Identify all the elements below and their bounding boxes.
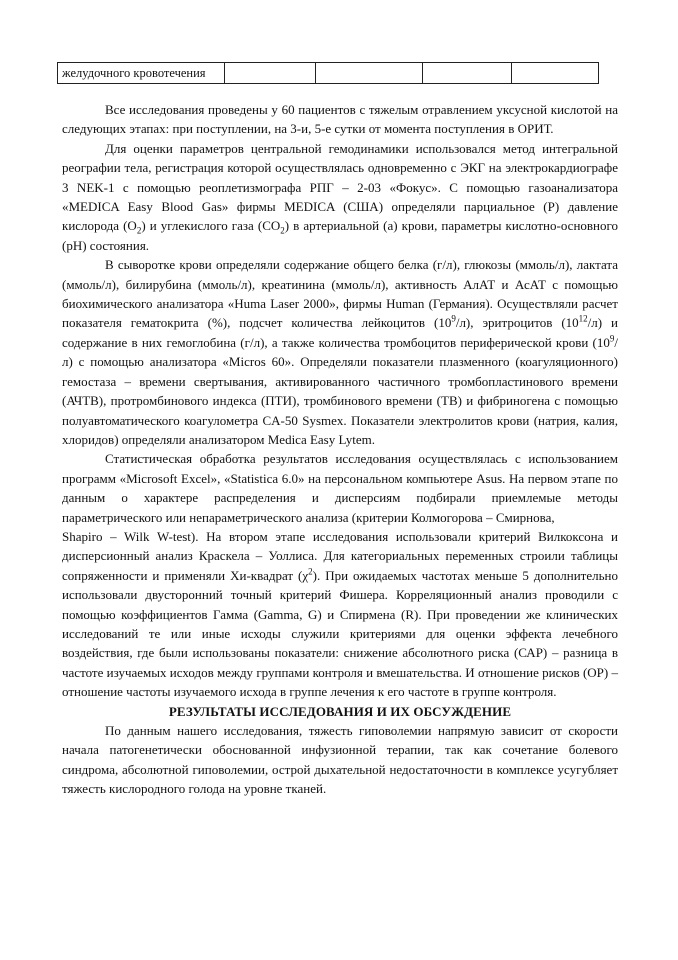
section-heading: РЕЗУЛЬТАТЫ ИССЛЕДОВАНИЯ И ИХ ОБСУЖДЕНИЕ xyxy=(168,703,512,719)
paragraph-results: По данным нашего исследования, тяжесть гиповолемии напрямую зависит от скорости начала патогенетически обоснованной инфузионной терапии, так как сочетание болевого синдрома, абсолютной гиповолемии, острой дыхательной недостаточности в комплексе усугубляет тяжесть кислородного голода на уровне тканей. xyxy=(62,723,618,797)
paragraph-serum: В сыворотке крови определяли содержание общего белка (г/л), глюкозы (ммоль/л), лактата (ммоль/л), билирубина (ммоль/л), креатинина (ммоль/л), активность АлАТ и АсАТ с помощью биохимического анализатора «Huma Laser 2000», фирмы Human (Германия). Осуществляли расчет показателя гематокрита (%), подсчет количества лейкоцитов $(10^9/л)$, эритроцитов $(10^{12}/л)$ и содержание в них гемоглобина (г/л), а также количества тромбоцитов периферической крови $(10^9/л)$ с помощью анализатора «Micros 60». Определяли показатели плазменного (коагуляционного) гемостаза – времени свертывания, активированного частичного тромбопластинового времени (АЧТВ), протромбинового индекса (ПТИ), тромбинового времени (ТВ) и фибриногена с помощью полуавтоматического коагулометра CA-50 Sysmex. Показатели электролитов крови (натрия, калия, хлоридов) определяли анализатором Medica Easy Lytem. xyxy=(62,257,618,447)
paragraph-hemodynamics: Для оценки параметров центральной гемодинамики использовался метод интегральной реографии тела, регистрация которой осуществлялась одновременно с ЭКГ на электрокардиографе 3 NEK-1 с помощью реоплетизмографа РПГ – 2-03 «Фокус». С помощью газоанализатора «MEDICA Easy Blood Gas» фирмы MEDICA (США) определяли парциальное (Р) давление кислорода $(О_2)$ и углекислого газа $(СО_2)$ в артериальной (а) крови, параметры кислотно-основного (рН) состояния. xyxy=(62,140,619,253)
table-cell xyxy=(225,63,316,84)
table-cell xyxy=(423,63,512,84)
body-text xyxy=(62,100,618,799)
table-fragment xyxy=(57,62,599,84)
paragraph-statistics: Статистическая обработка результатов исследования осуществлялась с использованием программ «Microsoft Excel», «Statistica 6.0» на персональном компьютере Asus. На первом этапе по данным о характере распределения и дисперсиям подбирали приемлемые методы параметрического или непараметрического анализа (критерии Колмогорова – Смирнова, xyxy=(62,451,618,525)
paragraph-statistics-cont: Shapiro – Wilk W-test). На втором этапе исследования использовали критерий Вилкоксона и дисперсионный анализ Краскела – Уоллиса. Для категориальных переменных строили таблицы сопряженности и применяли Хи-квадрат $(\chi^2)$. При ожидаемых частотах меньше 5 дополнительно использовали двусторонний точный критерий Фишера. Корреляционный анализ проводили с помощью коэффициентов Гамма (Gamma, G) и Спирмена (R). При проведении же клинических исследований те или иные исходы служили критериями для оценки эффекта лечебного воздействия, где были использованы показатели: снижение абсолютного риска (САР) – разница в частоте изучаемых исходов между группами контроля и вмешательства. И отношение рисков (ОР) – отношение частоты изучаемого исхода в группе лечения к его частоте в группе контроля. xyxy=(62,528,618,700)
paragraph-patients: Все исследования проведены у 60 пациентов с тяжелым отравлением уксусной кислотой на следующих этапах: при поступлении, на 3-и, 5-е сутки от момента поступления в ОРИТ. xyxy=(62,102,618,137)
table-cell xyxy=(316,63,423,84)
table-row xyxy=(58,63,599,84)
table-cell xyxy=(512,63,599,84)
table-cell: желудочного кровотечения xyxy=(58,63,225,84)
